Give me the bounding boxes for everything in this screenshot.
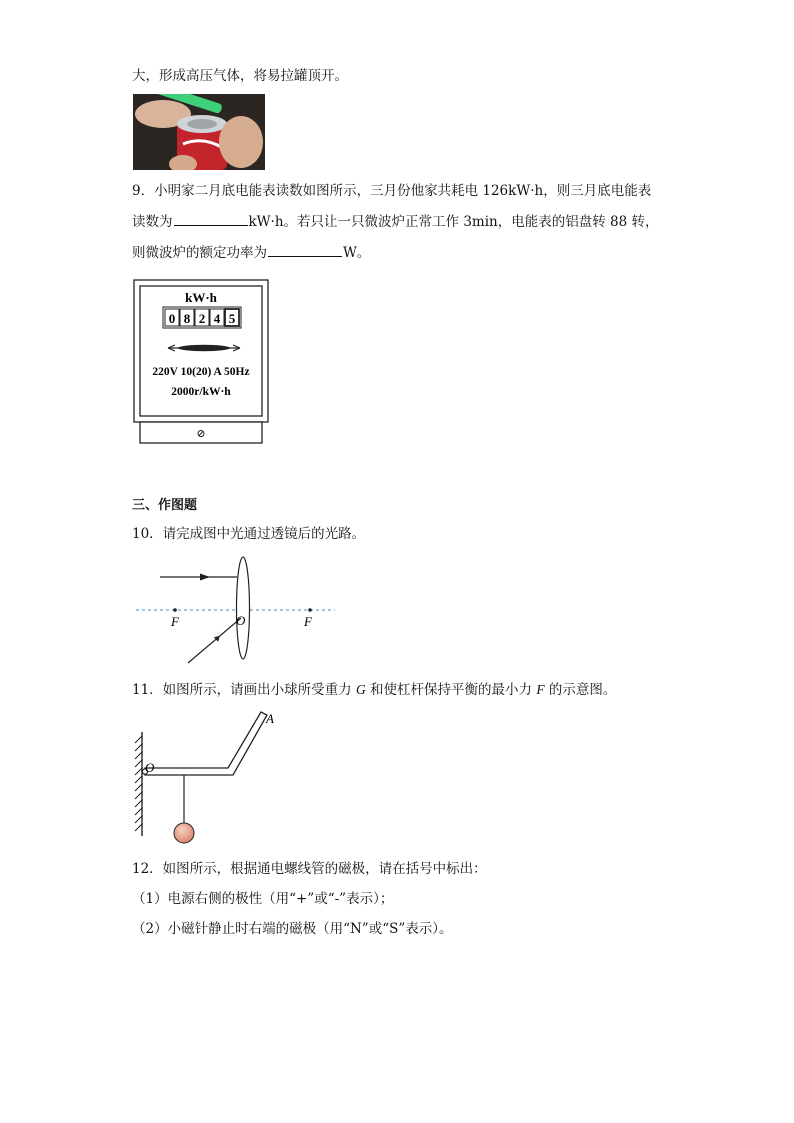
q12-text: 12．如图所示，根据通电螺线管的磁极，请在括号中标出： [132,861,487,877]
energy-meter-figure [128,276,273,448]
q11-text-c: 的示意图。 [544,682,617,698]
q11-f: F [536,682,545,697]
section-heading: 三、作图题 [132,498,198,513]
q9-line3 [132,244,370,262]
lever-diagram [128,706,288,848]
label-f-left: F [171,614,179,629]
meter-digit-4: 4 [213,311,221,326]
label-o-pivot: O [145,760,155,775]
can-photo [133,94,265,170]
q11-text [132,681,616,699]
q9-line1: 9．小明家二月底电能表读数如图所示，三月份他家共耗电 126kW·h，则三月底电能表 [132,183,652,199]
meter-spec: 220V 10(20) A 50Hz [152,366,250,378]
label-f-right: F [304,614,312,629]
q10-text: 10．请完成图中光通过透镜后的光路。 [132,526,366,542]
continued-text: 大，形成高压气体，将易拉罐顶开。 [132,68,348,84]
q12-item1: （1）电源右侧的极性（用“+”或“-”表示）； [132,891,394,907]
q9-blank-1[interactable] [174,213,248,226]
meter-digit-3: 2 [198,311,206,326]
q9-line2 [132,213,659,231]
q9-blank-2[interactable] [268,244,342,257]
q11-text-a: 11．如图所示，请画出小球所受重力 [132,682,356,698]
meter-unit: kW·h [185,290,217,305]
q11-text-b: 和使杠杆保持平衡的最小力 [365,682,537,698]
label-a: A [266,711,274,726]
meter-digit-1: 0 [168,311,176,326]
meter-terminal-icon: ⊘ [196,428,206,440]
q9-text-a: 读数为 [132,214,173,230]
q9-text-b: kW·h。若只让一只微波炉正常工作 3min，电能表的铝盘转 88 转， [248,214,659,230]
q9-text-c: 则微波炉的额定功率为 [132,245,267,261]
meter-digit-5: 5 [228,311,236,326]
q12-item2: （2）小磁针静止时右端的磁极（用“N”或“S”表示）。 [132,921,453,937]
lens-diagram [130,555,340,667]
label-o: O [236,613,246,628]
q11-g: G [355,682,366,697]
meter-digit-2: 8 [183,311,191,326]
q9-text-d: W。 [343,245,371,261]
meter-rate: 2000r/kW·h [171,386,231,398]
